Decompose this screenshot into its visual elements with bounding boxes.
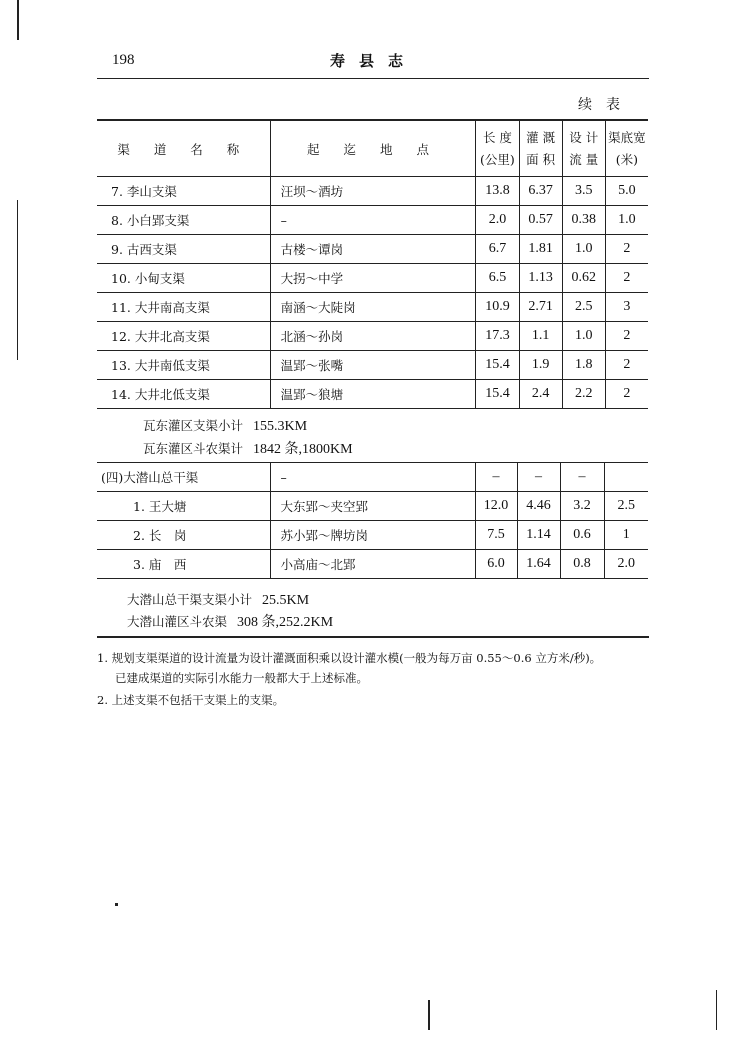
column-header-area: 灌 溉 面 积	[519, 120, 562, 177]
table-row	[97, 206, 648, 235]
cell-place: –	[270, 206, 476, 235]
cell-width: 2	[605, 351, 648, 380]
cell-name: (四)大潜山总干渠	[97, 463, 270, 492]
cell-area: 1.81	[519, 235, 562, 264]
cell-flow: 0.38	[562, 206, 605, 235]
cell-length: 12.0	[475, 492, 517, 521]
scan-edge-mark	[17, 0, 19, 40]
cell-place: 小高庙～北郢	[270, 550, 475, 579]
summary-line	[127, 590, 309, 609]
cell-place: 南涵～大陡岗	[270, 293, 476, 322]
cell-area: 1.9	[519, 351, 562, 380]
book-title: 寿县志	[330, 52, 418, 70]
cell-name: 13. 大井南低支渠	[97, 351, 270, 380]
cell-area: –	[517, 463, 560, 492]
cell-place: 北涵～孙岗	[270, 322, 476, 351]
cell-place: 温郢～狼塘	[270, 380, 476, 409]
table-bottom-rule	[97, 636, 649, 638]
summary-label: 瓦东灌区支渠小计	[143, 418, 244, 433]
cell-area: 2.71	[519, 293, 562, 322]
cell-width: 3	[605, 293, 648, 322]
column-header-place: 起 迄 地 点	[270, 120, 476, 177]
cell-length: –	[475, 463, 517, 492]
cell-width: 5.0	[605, 177, 648, 206]
cell-length: 7.5	[475, 521, 517, 550]
summary-value: 308 条,252.2KM	[237, 615, 334, 630]
table-row	[97, 177, 648, 206]
cell-width: 2	[605, 264, 648, 293]
cell-length: 15.4	[476, 351, 519, 380]
summary-line	[143, 416, 307, 435]
cell-name: 14. 大井北低支渠	[97, 380, 270, 409]
cell-flow: 0.62	[562, 264, 605, 293]
cell-place: 古楼～谭岗	[270, 235, 476, 264]
cell-place: 汪坝～酒坊	[270, 177, 476, 206]
cell-width: 2.0	[604, 550, 648, 579]
table-row	[97, 463, 648, 492]
cell-length: 6.5	[476, 264, 519, 293]
cell-name: 10. 小甸支渠	[97, 264, 270, 293]
cell-width: 1.0	[605, 206, 648, 235]
cell-name: 3. 庙 西	[97, 550, 270, 579]
table-row	[97, 521, 648, 550]
column-header-length: 长 度 (公里)	[476, 120, 519, 177]
summary-value: 1842 条,1800KM	[253, 442, 353, 457]
cell-name: 11. 大井南高支渠	[97, 293, 270, 322]
cell-width: 2.5	[604, 492, 648, 521]
cell-width	[604, 463, 648, 492]
cell-name: 12. 大井北高支渠	[97, 322, 270, 351]
table-row	[97, 264, 648, 293]
footnote-2: 2. 上述支渠不包括干支渠上的支渠。	[97, 693, 285, 707]
cell-name: 9. 古西支渠	[97, 235, 270, 264]
cell-flow: 3.2	[560, 492, 604, 521]
cell-length: 15.4	[476, 380, 519, 409]
channel-table	[97, 119, 648, 409]
cell-width: 1	[604, 521, 648, 550]
cell-place: 大拐～中学	[270, 264, 476, 293]
cell-place: 温郢～张嘴	[270, 351, 476, 380]
continued-label: 续表	[578, 97, 634, 113]
summary-value: 25.5KM	[262, 593, 310, 608]
table-row	[97, 380, 648, 409]
page-number: 198	[112, 52, 135, 68]
cell-length: 2.0	[476, 206, 519, 235]
cell-length: 17.3	[476, 322, 519, 351]
cell-flow: 1.8	[562, 351, 605, 380]
cell-width: 2	[605, 235, 648, 264]
channel-table-section	[97, 462, 648, 579]
summary-label: 瓦东灌区斗农渠计	[143, 441, 244, 456]
cell-flow: 2.2	[562, 380, 605, 409]
cell-flow: 2.5	[562, 293, 605, 322]
column-header-flow: 设 计 流 量	[562, 120, 605, 177]
cell-name: 7. 李山支渠	[97, 177, 270, 206]
cell-area: 2.4	[519, 380, 562, 409]
table-header-row	[97, 120, 648, 177]
summary-line	[127, 611, 333, 631]
cell-area: 4.46	[517, 492, 560, 521]
cell-area: 0.57	[519, 206, 562, 235]
cell-area: 6.37	[519, 177, 562, 206]
cell-flow: 1.0	[562, 322, 605, 351]
cell-area: 1.1	[519, 322, 562, 351]
cell-width: 2	[605, 380, 648, 409]
table-row	[97, 322, 648, 351]
cell-area: 1.14	[517, 521, 560, 550]
cell-name: 1. 王大塘	[97, 492, 270, 521]
cell-flow: 1.0	[562, 235, 605, 264]
cell-length: 10.9	[476, 293, 519, 322]
summary-label: 大潜山灌区斗农渠	[127, 614, 228, 629]
scan-speck	[115, 903, 118, 906]
cell-flow: 0.8	[560, 550, 604, 579]
cell-name: 2. 长 岗	[97, 521, 270, 550]
cell-area: 1.64	[517, 550, 560, 579]
table-row	[97, 492, 648, 521]
table-row	[97, 550, 648, 579]
summary-line	[143, 438, 353, 458]
cell-area: 1.13	[519, 264, 562, 293]
table-row	[97, 293, 648, 322]
cell-flow: –	[560, 463, 604, 492]
header-rule	[97, 78, 649, 79]
cell-flow: 3.5	[562, 177, 605, 206]
cell-place: 苏小郢～牌坊岗	[270, 521, 475, 550]
scan-edge-mark	[428, 1000, 430, 1030]
cell-place: –	[270, 463, 475, 492]
column-header-width: 渠底宽 (米)	[605, 120, 648, 177]
cell-length: 6.7	[476, 235, 519, 264]
scan-edge-mark	[716, 990, 717, 1030]
cell-width: 2	[605, 322, 648, 351]
table-row	[97, 235, 648, 264]
cell-flow: 0.6	[560, 521, 604, 550]
cell-name: 8. 小白郢支渠	[97, 206, 270, 235]
cell-length: 13.8	[476, 177, 519, 206]
column-header-name: 渠 道 名 称	[97, 120, 270, 177]
footnote-1-continued: 已建成渠道的实际引水能力一般都大于上述标准。	[115, 671, 368, 685]
cell-length: 6.0	[475, 550, 517, 579]
summary-label: 大潜山总干渠支渠小计	[127, 592, 253, 607]
table-row	[97, 351, 648, 380]
scan-edge-mark	[17, 200, 18, 360]
footnote-1: 1. 规划支渠渠道的设计流量为设计灌溉面积乘以设计灌水模(一般为每万亩 0.55～0.6 立方米/秒)。	[97, 651, 602, 665]
summary-value: 155.3KM	[253, 419, 308, 434]
cell-place: 大东郢～夹空郢	[270, 492, 475, 521]
